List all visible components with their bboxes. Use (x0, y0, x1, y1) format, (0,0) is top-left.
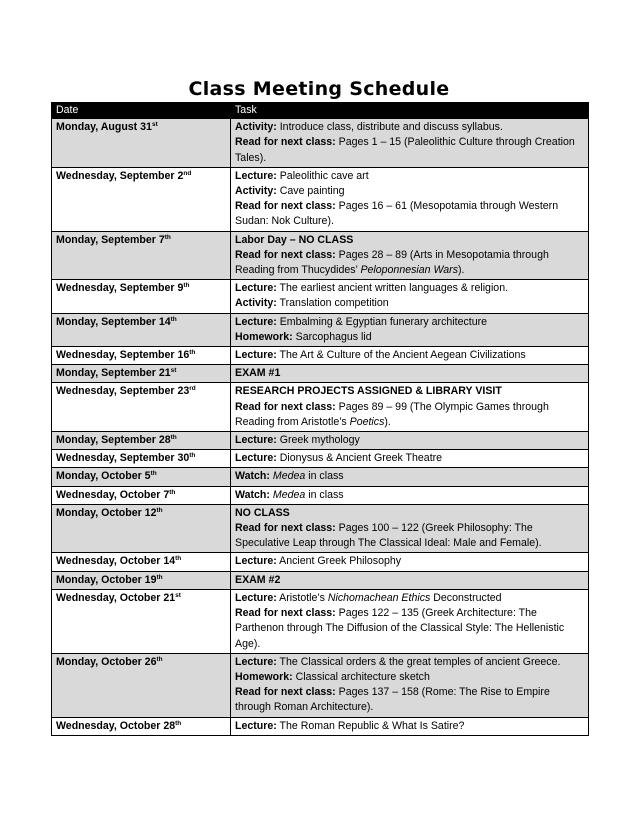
task-cell (231, 167, 589, 231)
task-cell (231, 231, 589, 280)
task-label: Lecture: (235, 169, 277, 182)
date-ordinal-suffix: th (170, 434, 177, 442)
date-text: Wednesday, October 7 (56, 488, 170, 501)
task-label: Lecture: (235, 655, 277, 668)
date-text: Wednesday, September 30 (56, 452, 190, 465)
date-cell (52, 653, 231, 717)
task-title-italic: Medea (272, 470, 306, 483)
task-cell (231, 432, 589, 450)
date-ordinal-suffix: th (183, 282, 190, 290)
task-cell (231, 468, 589, 486)
date-text: Monday, September 21 (56, 367, 171, 380)
date-ordinal-suffix: th (169, 488, 176, 496)
table-row (52, 365, 589, 383)
date-ordinal-suffix: th (156, 506, 163, 514)
task-label: Activity: (235, 121, 277, 134)
task-line (235, 719, 584, 734)
date-ordinal-suffix: th (156, 573, 163, 581)
date-cell (52, 504, 231, 553)
date-cell (52, 553, 231, 571)
date-ordinal-suffix: th (170, 315, 177, 323)
date-ordinal-suffix: st (151, 121, 158, 129)
date-cell (52, 468, 231, 486)
task-line (235, 573, 584, 588)
table-row (52, 450, 589, 468)
date-ordinal-suffix: st (170, 367, 177, 375)
task-line (235, 469, 584, 484)
task-line (235, 233, 584, 248)
task-line (235, 400, 584, 430)
task-text: Aristotle’s (276, 591, 328, 604)
table-row (52, 553, 589, 571)
task-text: Pages 1 – 15 (Paleolithic Culture through Creation Tales). (235, 136, 575, 164)
task-label: Activity: (235, 297, 277, 310)
task-label: Labor Day – NO CLASS (235, 233, 354, 246)
date-ordinal-suffix: th (175, 719, 182, 727)
task-line (235, 281, 584, 296)
task-label: Lecture: (235, 315, 277, 328)
table-row (52, 468, 589, 486)
task-line (235, 184, 584, 199)
task-label: Read for next class: (235, 522, 336, 535)
date-text: Wednesday, September 9 (56, 282, 184, 295)
task-label: Read for next class: (235, 607, 336, 620)
task-line (235, 199, 584, 229)
task-text: Sarcophagus lid (292, 330, 372, 343)
task-text: Cave painting (276, 185, 345, 198)
date-cell (52, 486, 231, 504)
task-title-italic: Peloponnesian Wars (360, 264, 459, 277)
task-text: Translation competition (276, 297, 389, 310)
task-line (235, 384, 584, 399)
table-header-row (52, 103, 589, 119)
date-text: Monday, October 19 (56, 573, 157, 586)
table-row (52, 653, 589, 717)
task-text: Pages 100 – 122 (Greek Philosophy: The Speculative Leap through The Classical Ideal: Male and Female). (235, 522, 542, 550)
task-text: The Roman Republic & What Is Satire? (276, 719, 465, 732)
task-text: Paleolithic cave art (276, 169, 369, 182)
date-cell (52, 119, 231, 168)
date-ordinal-suffix: th (189, 349, 196, 357)
date-cell (52, 450, 231, 468)
task-cell (231, 571, 589, 589)
task-label: RESEARCH PROJECTS ASSIGNED & LIBRARY VISIT (235, 385, 502, 398)
table-row (52, 167, 589, 231)
task-label: EXAM #2 (235, 573, 281, 586)
task-text: ). (384, 415, 391, 428)
task-line (235, 606, 584, 652)
task-title-italic: Nichomachean Ethics (327, 591, 431, 604)
task-line (235, 248, 584, 278)
task-line (235, 655, 584, 670)
task-label: Lecture: (235, 349, 277, 362)
task-text: Ancient Greek Philosophy (276, 555, 402, 568)
task-text: The Classical orders & the great temples of ancient Greece. (276, 655, 561, 668)
table-row (52, 313, 589, 346)
task-text: Classical architecture sketch (292, 670, 430, 683)
date-text: Wednesday, September 23 (56, 385, 190, 398)
task-text: in class (305, 488, 344, 501)
date-text: Wednesday, October 28 (56, 719, 176, 732)
task-text: Dionysus & Ancient Greek Theatre (276, 452, 443, 465)
table-row (52, 432, 589, 450)
task-label: Read for next class: (235, 686, 336, 699)
task-text: Deconstructed (430, 591, 502, 604)
task-line (235, 315, 584, 330)
task-line (235, 120, 584, 135)
task-column-header: Task (231, 103, 589, 119)
date-text: Monday, October 12 (56, 506, 157, 519)
date-text: Monday, September 14 (56, 315, 171, 328)
date-ordinal-suffix: nd (183, 169, 192, 177)
task-line (235, 506, 584, 521)
task-line (235, 366, 584, 381)
task-label: NO CLASS (235, 506, 290, 519)
schedule-table (51, 102, 589, 736)
task-cell (231, 280, 589, 313)
date-text: Monday, August 31 (56, 121, 152, 134)
task-label: Activity: (235, 185, 277, 198)
task-line (235, 135, 584, 165)
date-column-header: Date (52, 103, 231, 119)
date-text: Wednesday, October 14 (56, 555, 176, 568)
task-text: Pages 16 – 61 (Mesopotamia through Western Sudan: Nok Culture). (235, 200, 559, 228)
date-cell (52, 571, 231, 589)
date-cell (52, 347, 231, 365)
date-text: Monday, October 5 (56, 470, 151, 483)
task-label: Lecture: (235, 719, 277, 732)
date-text: Wednesday, September 2 (56, 169, 184, 182)
task-cell (231, 553, 589, 571)
date-cell (52, 231, 231, 280)
task-cell (231, 365, 589, 383)
task-label: Homework: (235, 670, 293, 683)
task-label: EXAM #1 (235, 367, 281, 380)
task-cell (231, 450, 589, 468)
date-text: Wednesday, September 16 (56, 349, 190, 362)
task-label: Lecture: (235, 452, 277, 465)
task-cell (231, 653, 589, 717)
date-text: Monday, September 7 (56, 233, 165, 246)
task-text: Pages 122 – 135 (Greek Architecture: The Parthenon through The Diffusion of the Classical Style: The Hellenistic Age). (235, 607, 565, 650)
date-text: Monday, September 28 (56, 434, 171, 447)
table-row (52, 571, 589, 589)
task-label: Lecture: (235, 282, 277, 295)
date-cell (52, 432, 231, 450)
task-cell (231, 486, 589, 504)
task-cell (231, 717, 589, 735)
table-row (52, 347, 589, 365)
date-ordinal-suffix: th (156, 655, 163, 663)
date-cell (52, 365, 231, 383)
task-line (235, 685, 584, 715)
task-text: Pages 137 – 158 (Rome: The Rise to Empire through Roman Architecture). (235, 686, 550, 714)
task-line (235, 521, 584, 551)
task-text: The Art & Culture of the Ancient Aegean Civilizations (276, 349, 526, 362)
task-line (235, 296, 584, 311)
task-title-italic: Poetics (349, 415, 385, 428)
table-row (52, 717, 589, 735)
date-cell (52, 589, 231, 653)
task-text: The earliest ancient written languages & religion. (276, 282, 509, 295)
date-ordinal-suffix: th (189, 452, 196, 460)
task-line (235, 591, 584, 606)
task-text: ). (458, 264, 465, 277)
task-line (235, 488, 584, 503)
date-ordinal-suffix: th (164, 233, 171, 241)
task-line (235, 348, 584, 363)
date-cell (52, 313, 231, 346)
task-label: Lecture: (235, 434, 277, 447)
task-cell (231, 504, 589, 553)
task-label: Read for next class: (235, 400, 336, 413)
table-row (52, 589, 589, 653)
task-text: Introduce class, distribute and discuss syllabus. (276, 121, 503, 134)
task-line (235, 554, 584, 569)
date-cell (52, 383, 231, 432)
task-text: Embalming & Egyptian funerary architecture (276, 315, 488, 328)
date-text: Monday, October 26 (56, 655, 157, 668)
date-ordinal-suffix: rd (189, 385, 196, 393)
schedule-body (52, 119, 589, 736)
task-label: Homework: (235, 330, 293, 343)
task-cell (231, 589, 589, 653)
date-ordinal-suffix: th (175, 555, 182, 563)
task-line (235, 330, 584, 345)
task-cell (231, 347, 589, 365)
task-cell (231, 313, 589, 346)
page-title: Class Meeting Schedule (188, 78, 450, 100)
task-label: Lecture: (235, 591, 277, 604)
task-title-italic: Medea (272, 488, 306, 501)
task-text: Pages 28 – 89 (Arts in Mesopotamia through Reading from Thucydides’ (235, 248, 549, 277)
table-row (52, 383, 589, 432)
task-text: Pages 89 – 99 (The Olympic Games through Reading from Aristotle’s (235, 400, 549, 428)
task-cell (231, 383, 589, 432)
table-row (52, 231, 589, 280)
task-text: Greek mythology (276, 434, 360, 447)
task-cell (231, 119, 589, 168)
date-ordinal-suffix: st (175, 591, 181, 599)
date-cell (52, 717, 231, 735)
table-row (52, 119, 589, 168)
task-line (235, 670, 584, 685)
task-line (235, 433, 584, 448)
task-label: Read for next class: (235, 248, 336, 261)
date-cell (52, 167, 231, 231)
task-label: Lecture: (235, 555, 277, 568)
table-row (52, 486, 589, 504)
task-text: in class (305, 470, 344, 483)
task-label: Watch: (235, 470, 270, 483)
table-row (52, 504, 589, 553)
date-cell (52, 280, 231, 313)
task-line (235, 169, 584, 184)
table-row (52, 280, 589, 313)
date-text: Wednesday, October 21 (56, 591, 176, 604)
date-ordinal-suffix: th (150, 470, 157, 478)
task-label: Read for next class: (235, 136, 336, 149)
task-line (235, 451, 584, 466)
task-label: Watch: (235, 488, 270, 501)
task-label: Read for next class: (235, 200, 336, 213)
